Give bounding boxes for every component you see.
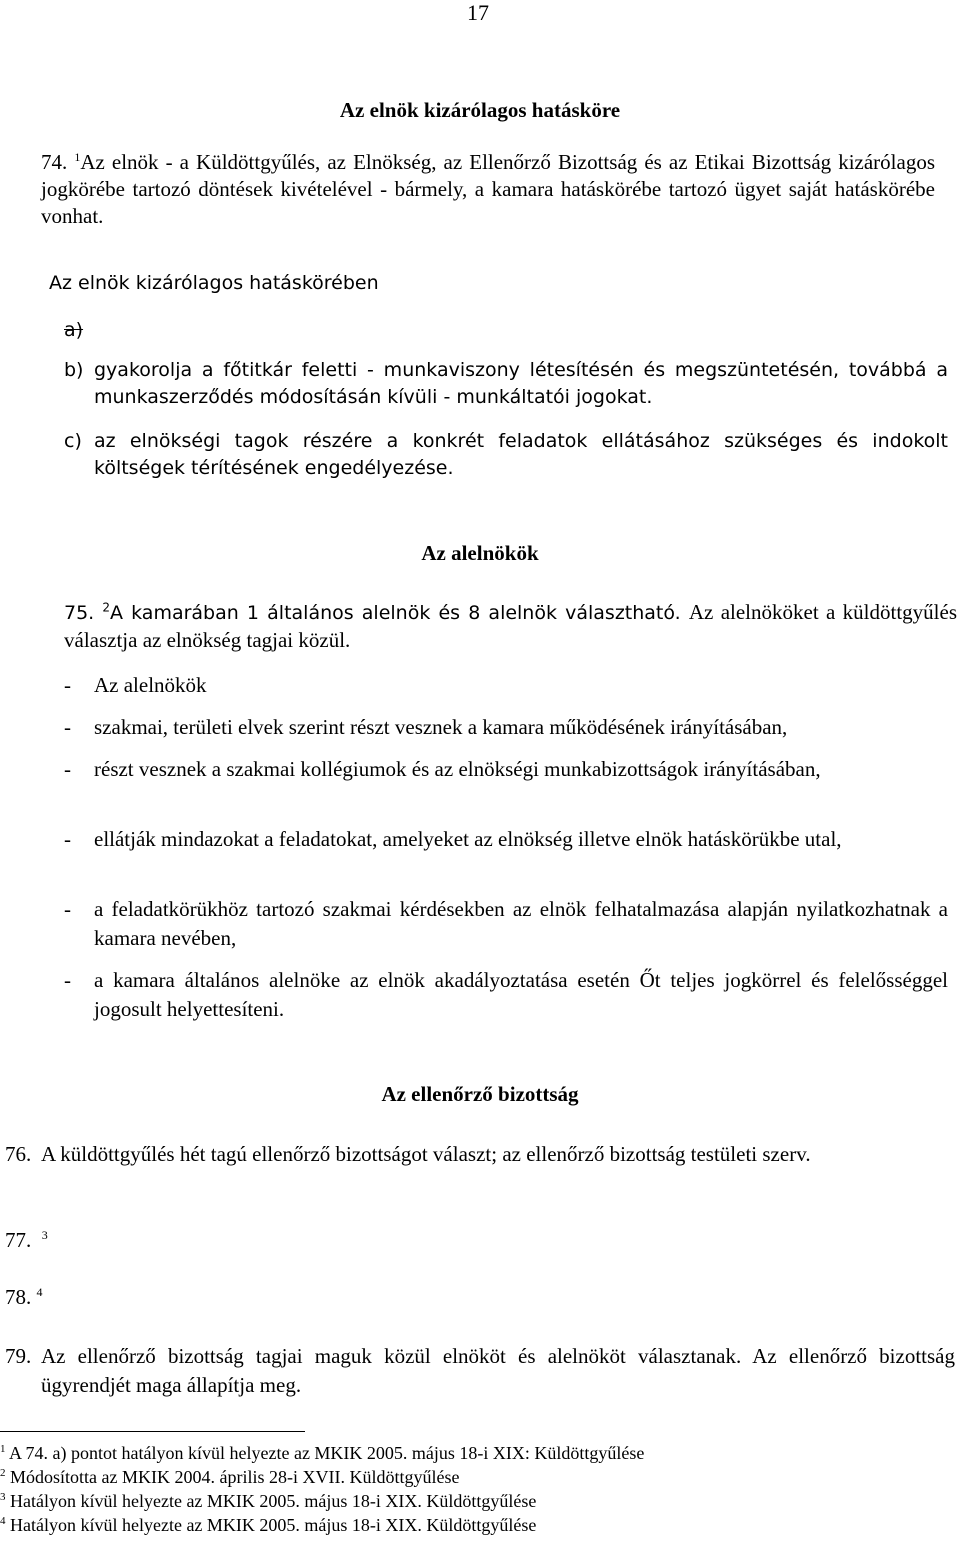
paragraph-text: A kamarában 1 általános alelnök és 8 alelnök választható. — [110, 602, 681, 624]
paragraph-number: 77. — [5, 1228, 32, 1252]
paragraph-text-2: Az alelnököket a küldöttgyűlés választja az elnökség tagjai közül. — [64, 600, 957, 652]
paragraph-74 — [41, 149, 935, 230]
dash-marker: - — [64, 968, 71, 992]
paragraph-number: 74. — [41, 150, 68, 174]
footnote-text: A 74. a) pontot hatályon kívül helyezte az MKIK 2005. május 18-i XIX: Küldöttgyűlése — [9, 1443, 645, 1463]
paragraph-number: 79. — [5, 1344, 32, 1368]
paragraph-76 — [5, 1140, 955, 1169]
item-label: c) — [64, 430, 82, 452]
section-heading-elnok: Az elnök kizárólagos hatásköre — [339, 98, 621, 122]
intro-text: Az elnök kizárólagos hatáskörében — [49, 272, 379, 294]
item-label: b) — [64, 359, 84, 381]
item-label: a) — [64, 319, 84, 341]
footnote-separator — [0, 1431, 305, 1432]
footnote-mark: 4 — [0, 1515, 6, 1527]
bullet-text: ellátják mindazokat a feladatokat, amelyeket az elnökség illetve elnök hatáskörükbe utal, — [94, 827, 842, 851]
bullet-text: Az alelnökök — [94, 673, 207, 697]
dash-marker: - — [64, 715, 71, 739]
paragraph-text: Az ellenőrző bizottság tagjai maguk közül elnököt és alelnököt választanak. Az ellenőrző bizottság ügyrendjét maga állapítja meg. — [41, 1344, 955, 1397]
bullet-text: részt vesznek a szakmai kollégiumok és az elnökségi munkabizottságok irányításában, — [94, 757, 821, 781]
list-item-c — [64, 428, 948, 482]
paragraph-79 — [5, 1342, 955, 1400]
paragraph-78 — [5, 1285, 43, 1310]
dash-marker: - — [64, 897, 71, 921]
footnote-ref-4[interactable]: 4 — [36, 1285, 43, 1299]
bullet-4 — [64, 895, 948, 953]
paragraph-75 — [64, 599, 957, 655]
footnote-4 — [0, 1513, 536, 1537]
bullet-text: a feladatkörükhöz tartozó szakmai kérdésekben az elnök felhatalmazása alapján nyilatkozhatnak a kamara nevében, — [94, 897, 948, 950]
footnote-ref-1[interactable]: 1 — [74, 150, 81, 164]
item-text: gyakorolja a főtitkár feletti - munkaviszony létesítésén és megszüntetésén, továbbá a munkaszerződés módosításán kívüli - munkáltatói jogokat. — [94, 359, 948, 408]
footnote-mark: 1 — [0, 1443, 6, 1455]
dash-marker: - — [64, 757, 71, 781]
footnote-2 — [0, 1465, 459, 1489]
footnote-text: Hatályon kívül helyezte az MKIK 2005. május 18-i XIX. Küldöttgyűlése — [10, 1515, 537, 1535]
footnote-3 — [0, 1489, 536, 1513]
paragraph-number: 75. — [64, 602, 95, 624]
footnote-1 — [0, 1441, 644, 1465]
footnote-mark: 2 — [0, 1467, 6, 1479]
section-heading-ellenorzo: Az ellenőrző bizottság — [381, 1082, 579, 1106]
page-number: 17 — [467, 0, 489, 25]
bullet-text: a kamara általános alelnöke az elnök akadályoztatása esetén Őt teljes jogkörrel és felelősséggel jogosult helyettesíteni. — [94, 968, 948, 1021]
footnote-mark: 3 — [0, 1491, 6, 1503]
dash-marker: - — [64, 673, 71, 697]
footnote-ref-3[interactable]: 3 — [41, 1228, 48, 1242]
footnote-text: Módosította az MKIK 2004. április 28-i XVII. Küldöttgyűlése — [10, 1467, 460, 1487]
bullet-5 — [64, 966, 948, 1024]
bullet-3 — [64, 825, 948, 854]
bullet-0 — [64, 671, 948, 700]
bullet-2 — [64, 755, 948, 784]
item-text: az elnökségi tagok részére a konkrét feladatok ellátásához szükséges és indokolt költségek térítésének engedélyezése. — [94, 430, 948, 479]
footnote-text: Hatályon kívül helyezte az MKIK 2005. május 18-i XIX. Küldöttgyűlése — [10, 1491, 537, 1511]
paragraph-text: A küldöttgyűlés hét tagú ellenőrző bizottságot választ; az ellenőrző bizottság testületi szerv. — [41, 1142, 811, 1166]
section-heading-alelnokok: Az alelnökök — [421, 541, 539, 565]
bullet-1 — [64, 713, 948, 742]
paragraph-number: 76. — [5, 1142, 32, 1166]
bullet-text: szakmai, területi elvek szerint részt vesznek a kamara működésének irányításában, — [94, 715, 788, 739]
list-item-b — [64, 357, 948, 411]
paragraph-text: Az elnök - a Küldöttgyűlés, az Elnökség, az Ellenőrző Bizottság és az Etikai Bizottság kizárólagos jogkörébe tartozó döntések kivételével - bármely, a kamara hatáskörébe tartozó ügyet saját hatáskörébe vonhat. — [41, 150, 936, 228]
paragraph-77 — [5, 1228, 48, 1253]
footnote-ref-2[interactable]: 2 — [102, 600, 110, 615]
dash-marker: - — [64, 827, 71, 851]
paragraph-number: 78. — [5, 1285, 32, 1309]
